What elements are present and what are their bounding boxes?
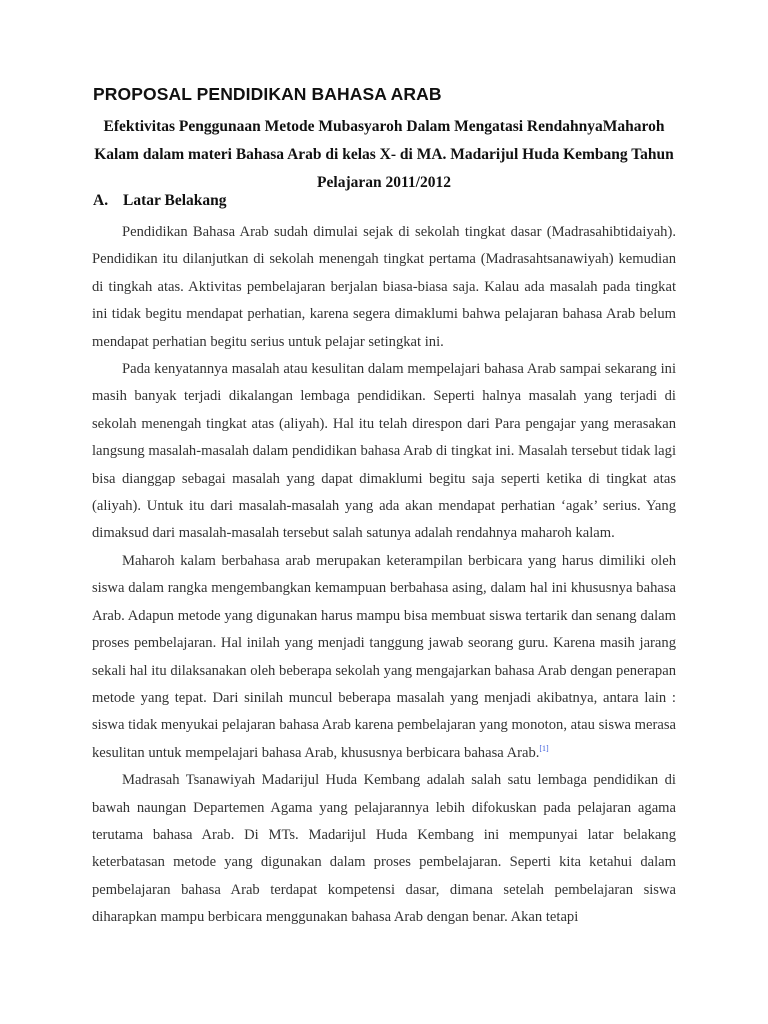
paragraph: Pada kenyatannya masalah atau kesulitan dalam mempelajari bahasa Arab sampai sekarang ini masih banyak terjadi dikalangan lembaga pendidikan. Seperti halnya masalah yang terjadi di sekolah menengah tingkat atas (aliyah). Hal itu telah direspon dari Para pengajar yang merasakan langsung masalah-masalah dalam pendidikan bahasa Arab di tingkat ini. Masalah tersebut tidak lagi bisa dianggap sebagai masalah yang dapat dimaklumi begitu saja seperti ketika di tingkat atas (aliyah). Untuk itu dari masalah-masalah yang ada akan mendapat perhatian ‘agak’ serius. Yang dimaksud dari masalah-masalah tersebut salah satunya adalah rendahnya maharoh kalam. xyxy=(92,361,676,542)
paragraph: Madrasah Tsanawiyah Madarijul Huda Kembang adalah salah satu lembaga pendidikan di bawah naungan Departemen Agama yang pelajarannya lebih difokuskan pada pelajaran agama terutama bahasa Arab. Di MTs. Madarijul Huda Kembang ini mempunyai latar belakang keterbatasan metode yang digunakan dalam proses pembelajaran. Seperti kita ketahui dalam pembelajaran bahasa Arab terdapat kompetensi dasar, dimana setelah pembelajaran siswa diharapkan mampu berbicara menggunakan bahasa Arab dengan benar. Akan tetapi xyxy=(92,772,676,926)
footnote-link[interactable]: [1] xyxy=(539,743,549,753)
section-letter: A. xyxy=(93,192,109,209)
document-heading: PROPOSAL PENDIDIKAN BAHASA ARAB xyxy=(93,84,442,104)
section-heading xyxy=(93,192,227,210)
paragraph: Pendidikan Bahasa Arab sudah dimulai sejak di sekolah tingkat dasar (Madrasahibtidaiyah). Pendidikan itu dilanjutkan di sekolah menengah tingkat pertama (Madrasahtsanawiyah) kemudian di tingkah atas. Aktivitas pembelajaran berjalan biasa-biasa saja. Kalau ada masalah pada tingkat ini tidak begitu mendapat perhatian, karena segera dimaklumi bahwa pelajaran bahasa Arab belum mendapat perhatian begitu serius untuk pelajar setingkat ini. xyxy=(92,224,676,350)
proposal-subtitle: Efektivitas Penggunaan Metode Mubasyaroh Dalam Mengatasi RendahnyaMaharoh Kalam dalam materi Bahasa Arab di kelas X- di MA. Madarijul Huda Kembang Tahun Pelajaran 2011/2012 xyxy=(94,118,674,191)
section-title: Latar Belakang xyxy=(123,192,227,209)
paragraph-text: Maharoh kalam berbahasa arab merupakan keterampilan berbicara yang harus dimiliki oleh siswa dalam rangka mengembangkan kemampuan berbahasa asing, dalam hal ini khususnya bahasa Arab. Adapun metode yang digunakan harus mampu bisa membuat siswa tertarik dan senang dalam proses pembelajaran. Hal inilah yang menjadi tanggung jawab seorang guru. Karena masih jarang sekali hal itu dilaksanakan oleh beberapa sekolah yang mengajarkan bahasa Arab dengan penerapan metode yang tepat. Dari sinilah muncul beberapa masalah yang menjadi akibatnya, antara lain : siswa tidak menyukai pelajaran bahasa Arab karena pembelajaran yang monoton, atau siswa merasa kesulitan untuk mempelajari bahasa Arab, khususnya berbicara bahasa Arab. xyxy=(92,552,676,761)
document-body xyxy=(92,219,676,932)
paragraph xyxy=(92,548,676,767)
